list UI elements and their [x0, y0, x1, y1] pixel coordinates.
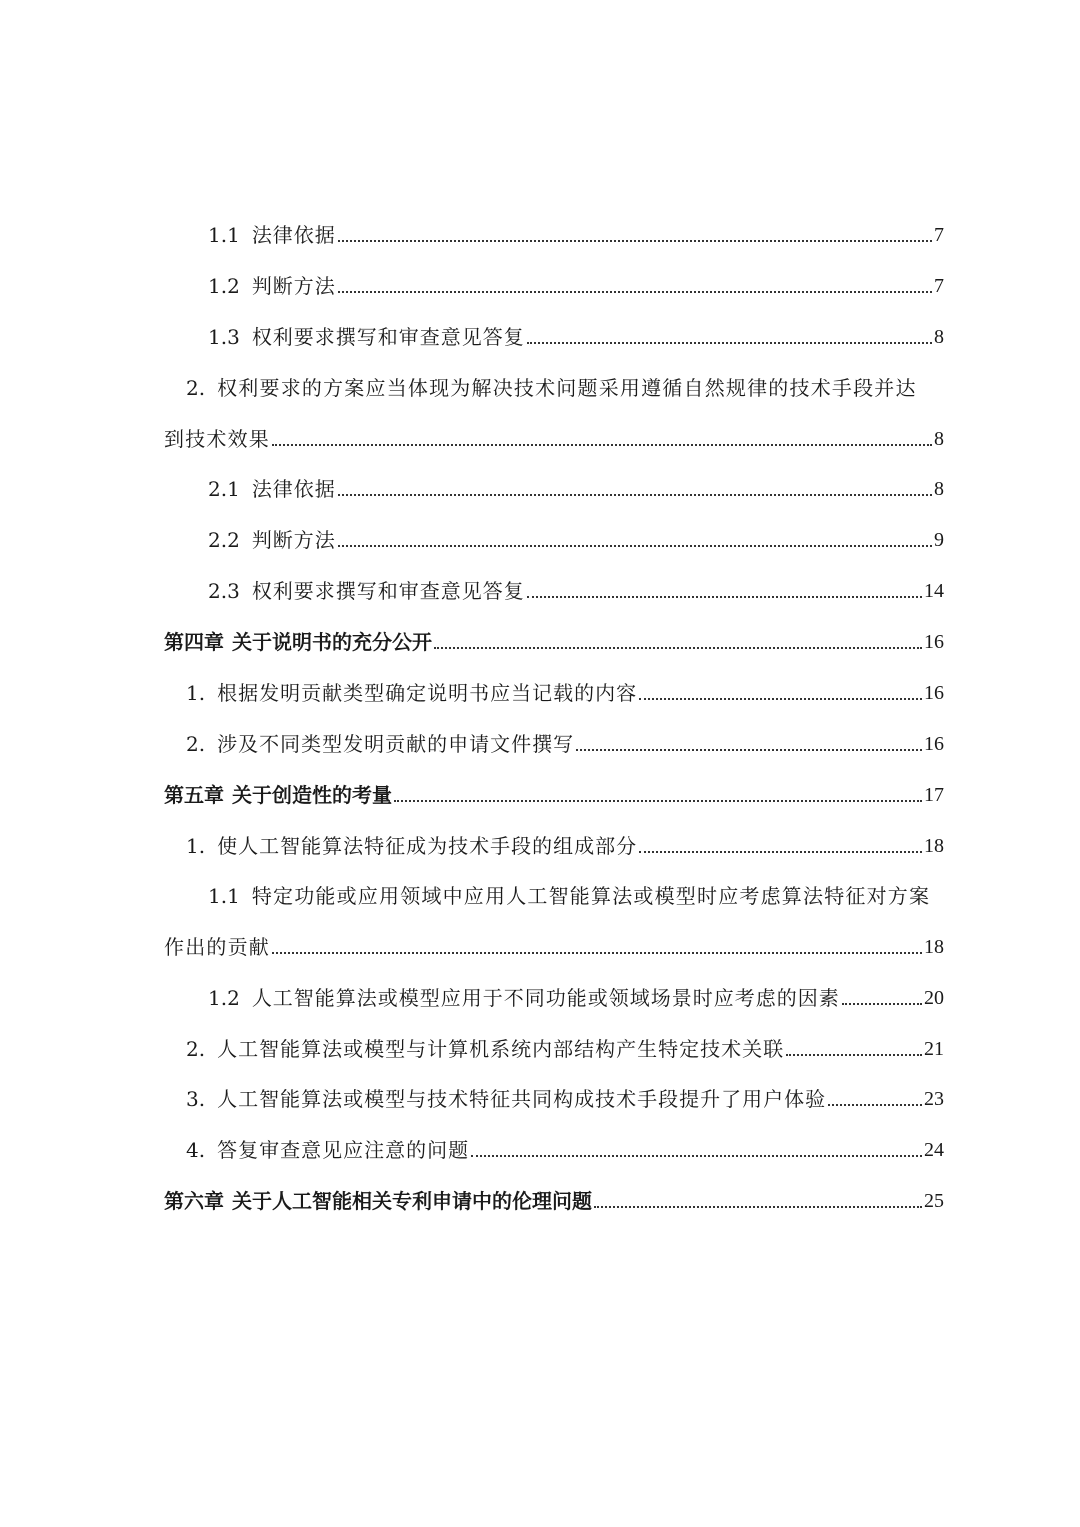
toc-chapter-number: 第五章	[164, 783, 224, 807]
toc-entry-page: 23	[924, 1088, 944, 1110]
toc-entry-title: 涉及不同类型发明贡献的申请文件撰写	[217, 732, 575, 756]
toc-leader-dots	[272, 952, 922, 954]
toc-entry[interactable]	[0, 869, 1080, 909]
toc-entry-title: 使人工智能算法特征成为技术手段的组成部分	[217, 834, 638, 858]
toc-entry[interactable]	[0, 564, 1080, 604]
toc-entry-page: 20	[924, 987, 944, 1009]
toc-entry[interactable]	[0, 513, 1080, 553]
toc-leader-dots	[272, 444, 932, 446]
toc-entry-title: 判断方法	[251, 528, 336, 552]
toc-entry-number: 2.3	[208, 579, 240, 603]
toc-entry-page: 8	[934, 428, 944, 450]
toc-entry-title: 特定功能或应用领域中应用人工智能算法或模型时应考虑算法特征对方案	[251, 884, 931, 908]
toc-entry[interactable]	[0, 361, 1080, 401]
toc-entry-title: 法律依据	[251, 223, 336, 247]
toc-entry-page: 7	[934, 275, 944, 297]
toc-entry-number: 2.	[186, 732, 206, 756]
toc-entry-page: 17	[924, 784, 944, 806]
toc-leader-dots	[434, 647, 922, 649]
toc-entry-page: 7	[934, 224, 944, 246]
toc-leader-dots	[338, 291, 932, 293]
toc-entry-page: 18	[924, 835, 944, 857]
toc-entry[interactable]	[0, 208, 1080, 248]
toc-chapter-number: 第四章	[164, 630, 224, 654]
toc-chapter[interactable]	[0, 1174, 1080, 1214]
toc-entry-title: 权利要求撰写和审查意见答复	[251, 579, 525, 603]
toc-leader-dots	[594, 1206, 922, 1208]
toc-entry-page: 24	[924, 1139, 944, 1161]
toc-entry-number: 1.1	[208, 223, 240, 247]
toc-entry-title-continued: 作出的贡献	[164, 935, 270, 959]
toc-entry-page: 16	[924, 733, 944, 755]
toc-leader-dots	[394, 800, 922, 802]
toc-entry-page: 14	[924, 580, 944, 602]
toc-entry-title: 人工智能算法或模型应用于不同功能或领域场景时应考虑的因素	[251, 986, 840, 1010]
toc-entry-title: 人工智能算法或模型与技术特征共同构成技术手段提升了用户体验	[217, 1087, 827, 1111]
toc-entry[interactable]	[0, 1123, 1080, 1163]
toc-leader-dots	[576, 749, 922, 751]
toc-leader-dots	[338, 545, 932, 547]
toc-entry[interactable]	[0, 666, 1080, 706]
toc-chapter-number: 第六章	[164, 1189, 224, 1213]
toc-chapter-title: 关于创造性的考量	[232, 783, 392, 807]
toc-entry-title: 人工智能算法或模型与计算机系统内部结构产生特定技术关联	[217, 1037, 785, 1061]
toc-entry-number: 1.	[186, 681, 206, 705]
toc-entry-title: 判断方法	[251, 274, 336, 298]
toc-leader-dots	[842, 1003, 922, 1005]
toc-leader-dots	[338, 240, 932, 242]
toc-entry-number: 1.	[186, 834, 206, 858]
toc-entry-number: 1.1	[208, 884, 240, 908]
toc-entry[interactable]	[0, 259, 1080, 299]
toc-leader-dots	[786, 1054, 922, 1056]
toc-leader-dots	[471, 1155, 922, 1157]
toc-chapter-title: 关于人工智能相关专利申请中的伦理问题	[232, 1189, 592, 1213]
toc-entry-title: 权利要求的方案应当体现为解决技术问题采用遵循自然规律的技术手段并达	[217, 376, 917, 400]
toc-leader-dots	[828, 1104, 922, 1106]
toc-entry-page: 25	[924, 1190, 944, 1212]
toc-leader-dots	[527, 596, 922, 598]
toc-entry-title: 权利要求撰写和审查意见答复	[251, 325, 525, 349]
toc-entry-page: 8	[934, 478, 944, 500]
toc-entry-page: 21	[924, 1038, 944, 1060]
toc-entry[interactable]	[0, 717, 1080, 757]
toc-entry-number: 1.2	[208, 274, 240, 298]
toc-entry[interactable]	[0, 462, 1080, 502]
toc-entry-continuation[interactable]	[0, 920, 1080, 960]
toc-leader-dots	[527, 342, 932, 344]
toc-leader-dots	[338, 494, 932, 496]
toc-entry-title: 根据发明贡献类型确定说明书应当记载的内容	[217, 681, 638, 705]
toc-entry-page: 8	[934, 326, 944, 348]
toc-entry-number: 4.	[186, 1138, 206, 1162]
toc-chapter[interactable]	[0, 768, 1080, 808]
toc-entry-title: 答复审查意见应注意的问题	[217, 1138, 470, 1162]
toc-entry-number: 2.1	[208, 477, 240, 501]
toc-entry[interactable]	[0, 310, 1080, 350]
toc-entry-number: 2.	[186, 1037, 206, 1061]
toc-entry-page: 9	[934, 529, 944, 551]
toc-entry-number: 2.	[186, 376, 206, 400]
toc-entry[interactable]	[0, 1022, 1080, 1062]
toc-entry-number: 2.2	[208, 528, 240, 552]
toc-entry-page: 16	[924, 682, 944, 704]
toc-entry-number: 3.	[186, 1087, 206, 1111]
toc-entry[interactable]	[0, 1072, 1080, 1112]
toc-entry-number: 1.2	[208, 986, 240, 1010]
toc-entry-number: 1.3	[208, 325, 240, 349]
toc-entry[interactable]	[0, 971, 1080, 1011]
toc-leader-dots	[639, 698, 922, 700]
toc-entry-title: 法律依据	[251, 477, 336, 501]
toc-entry-title-continued: 到技术效果	[164, 427, 270, 451]
toc-leader-dots	[639, 851, 922, 853]
toc-chapter[interactable]	[0, 615, 1080, 655]
toc-entry[interactable]	[0, 819, 1080, 859]
toc-chapter-title: 关于说明书的充分公开	[232, 630, 432, 654]
toc-entry-page: 16	[924, 631, 944, 653]
toc-entry-page: 18	[924, 936, 944, 958]
toc-entry-continuation[interactable]	[0, 412, 1080, 452]
